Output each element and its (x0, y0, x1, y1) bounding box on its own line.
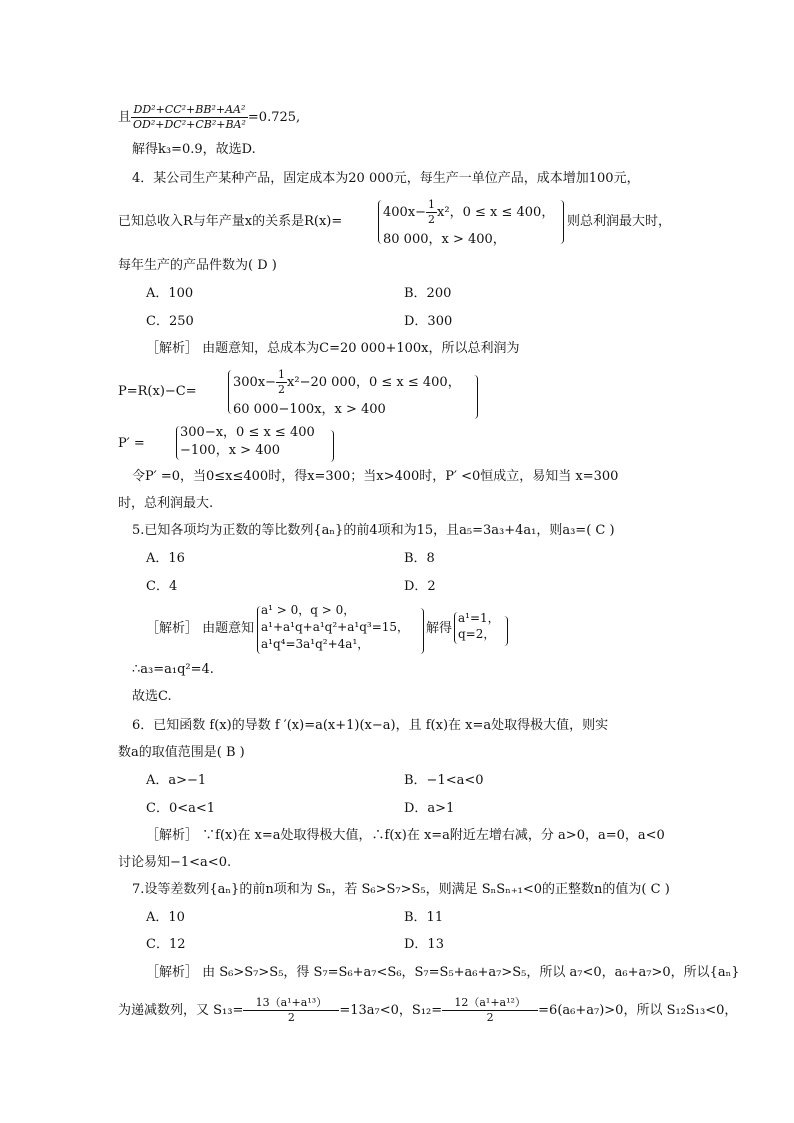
q7-analysis-line1: ［解析］ 由 S₆>S₇>S₅，得 S₇=S₆+a₇<S₆，S₇=S₅+a₆+a₇>S₅，所以 a₇<0，a₆+a₇>0，所以{aₙ} (146, 965, 740, 980)
q4-p-piece1-a: 300x− (233, 375, 277, 390)
q6-stem-line1: 6．已知函数 f(x)的导数 f ′(x)=a(x+1)(x−a)，且 f(x)在 x=a处取得极大值，则实 (132, 718, 609, 733)
q7-option-b: B．11 (404, 910, 444, 925)
q4-p-half-den: 2 (278, 383, 286, 396)
q5-solution-eq2: q=2， (458, 627, 496, 641)
q7-analysis2-a: 为递减数列，又 S₁₃= (118, 1003, 244, 1018)
q7-option-a: A．10 (146, 910, 185, 925)
q4-p-half-fraction (276, 368, 287, 397)
q7-stem: 7.设等差数列{aₙ}的前n项和为 Sₙ，若 S₆>S₇>S₅，则满足 SₙSₙ₊₁<0的正整数n的值为( C ) (132, 882, 670, 897)
q6-option-c: C．0<a<1 (146, 801, 216, 816)
intro-solve-text: 解得k₃=0.9，故选D. (132, 142, 256, 157)
q4-pprime-piece2: −100，x > 400 (180, 443, 281, 458)
q5-system-eq2: a¹+a¹q+a¹q²+a¹q³=15， (261, 620, 410, 634)
q4-p-piece1-b: x²−20 000，0 ≤ x ≤ 400， (287, 375, 461, 390)
q6-option-a: A．a>−1 (146, 773, 207, 788)
q4-p-half-num: 1 (278, 368, 286, 381)
q6-option-b: B．−1<a<0 (404, 773, 484, 788)
q5-system-eq3: a¹q⁴=3a¹q²+4a¹， (261, 637, 370, 651)
q4-right-bar (560, 200, 564, 244)
q4-piece2: 80 000，x > 400， (383, 232, 506, 247)
q4-p-lhs: P=R(x)−C= (118, 384, 197, 399)
q5-solution-right-bar (504, 616, 508, 646)
q4-half-fraction (426, 198, 437, 227)
q4-stem-line2a: 已知总收入R与年产量x的关系是R(x)= (118, 214, 343, 229)
ratio-numerator: DD²+CC²+BB²+AA² (131, 103, 248, 118)
q4-pprime-lhs: P′ = (118, 436, 145, 451)
ratio-fraction (131, 103, 248, 132)
q5-choose: 故选C. (132, 689, 172, 704)
q5-solve-lead: 解得 (426, 621, 453, 636)
q4-half-den: 2 (428, 213, 436, 226)
q4-stem-line3: 每年生产的产品件数为( D ) (118, 258, 277, 273)
q4-pprime-right-bar (330, 430, 334, 462)
q7-s12-num: 12（a¹+a¹²） (442, 996, 538, 1011)
q7-s13-num: 13（a¹+a¹³） (243, 996, 339, 1011)
q7-option-d: D．13 (404, 937, 444, 952)
q5-solution-eq1: a¹=1， (458, 611, 500, 625)
q7-option-c: C．12 (146, 937, 186, 952)
q4-piece1-a: 400x− (383, 205, 427, 220)
intro-prefix: 且 (118, 110, 132, 125)
q5-stem: 5.已知各项均为正数的等比数列{aₙ}的前4项和为15，且a₅=3a₃+4a₁，则a₃=( C ) (132, 523, 615, 538)
q4-analysis-line1: ［解析］ 由题意知，总成本为C=20 000+100x，所以总利润为 (146, 341, 520, 356)
q5-option-d: D．2 (404, 579, 436, 594)
q7-analysis-line2 (118, 996, 737, 1025)
q4-option-d: D．300 (404, 314, 453, 329)
q4-pprime-piece1: 300−x，0 ≤ x ≤ 400 (180, 425, 315, 440)
q4-p-left-brace (228, 370, 232, 414)
q4-piece1-b: x²，0 ≤ x ≤ 400， (437, 205, 555, 220)
q6-stem-line2: 数a的取值范围是( B ) (118, 745, 245, 760)
q6-option-d: D．a>1 (404, 801, 455, 816)
q4-option-c: C．250 (146, 314, 194, 329)
q7-s13-fraction (243, 996, 339, 1025)
intro-ratio-line (118, 103, 300, 132)
q5-analysis-lead: ［解析］ 由题意知 (146, 621, 255, 636)
q7-analysis2-c: =6(a₆+a₇)>0，所以 S₁₂S₁₃<0， (538, 1003, 738, 1018)
q4-left-brace (378, 200, 382, 244)
q6-analysis-line1: ［解析］ ∵f(x)在 x=a处取得极大值，∴f(x)在 x=a附近左增右减，分 a>0，a=0，a<0 (146, 828, 665, 843)
q4-half-num: 1 (428, 198, 436, 211)
q4-option-b: B．200 (404, 286, 452, 301)
q6-analysis-line2: 讨论易知−1<a<0. (118, 855, 232, 870)
q4-stem-line2b: 则总利润最大时， (567, 214, 672, 229)
q4-stem-line1: 4．某公司生产某种产品，固定成本为20 000元，每生产一单位产品，成本增加100元， (132, 171, 640, 186)
q7-s13-den: 2 (287, 1011, 295, 1024)
q7-analysis2-b: =13a₇<0，S₁₂= (339, 1003, 443, 1018)
q4-analysis-line3: 时，总利润最大. (118, 496, 214, 511)
q5-system-eq1: a¹ > 0，q > 0， (261, 603, 356, 617)
q4-piece1 (383, 198, 554, 227)
q5-option-a: A．16 (146, 551, 185, 566)
q5-option-c: C．4 (146, 579, 178, 594)
q7-s12-fraction (442, 996, 538, 1025)
q5-therefore: ∴a₃=a₁q²=4. (132, 662, 214, 677)
q5-system-right-bar (420, 608, 424, 654)
q4-analysis-line2: 令P′ =0，当0≤x≤400时，得x=300；当x>400时，P′ <0恒成立，易知当 x=300 (132, 469, 619, 484)
q4-p-piece1 (233, 368, 461, 397)
q4-option-a: A．100 (146, 286, 194, 301)
ratio-suffix: =0.725, (247, 110, 301, 125)
q5-option-b: B．8 (404, 551, 435, 566)
q4-p-right-bar (474, 375, 478, 419)
q4-p-piece2: 60 000−100x，x > 400 (233, 402, 386, 417)
q7-s12-den: 2 (486, 1011, 494, 1024)
ratio-denominator: OD²+DC²+CB²+BA² (133, 118, 246, 131)
